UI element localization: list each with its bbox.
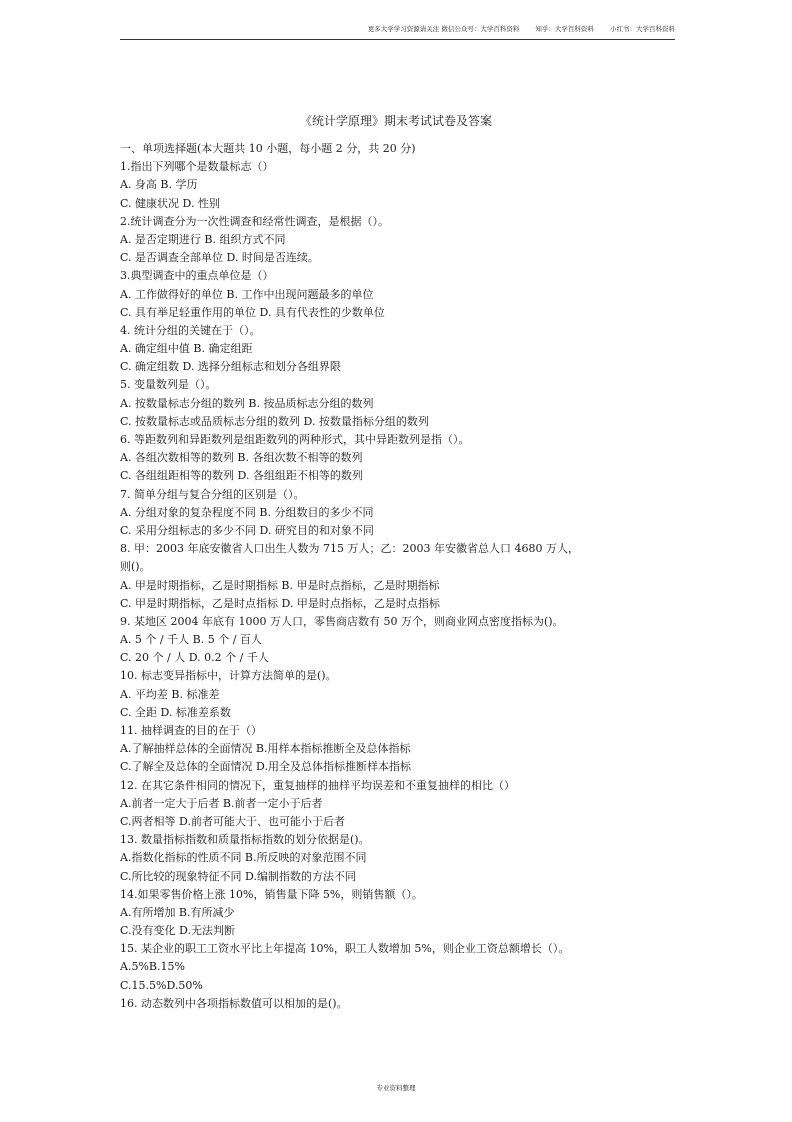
text-line: C.没有变化 D.无法判断 xyxy=(120,924,235,938)
text-line: C. 按数量标志或品质标志分组的数列 D. 按数量指标分组的数列 xyxy=(120,414,429,428)
text-line: A. 甲是时期指标，乙是时期指标 B. 甲是时点指标，乙是时期指标 xyxy=(120,578,440,592)
text-line: C. 采用分组标志的多少不同 D. 研究目的和对象不同 xyxy=(120,523,374,537)
text-line: 16. 动态数列中各项指标数值可以相加的是()。 xyxy=(120,996,348,1010)
text-line: 一、单项选择题(本大题共 10 小题，每小题 2 分，共 20 分) xyxy=(120,142,416,155)
text-line: C. 确定组数 D. 选择分组标志和划分各组界限 xyxy=(120,360,341,374)
text-line: A.有所增加 B.有所减少 xyxy=(120,905,235,919)
text-line: 2.统计调查分为一次性调查和经常性调查，是根据（）。 xyxy=(120,214,389,228)
text-line: 1.指出下列哪个是数量标志（） xyxy=(120,160,274,174)
text-line: 5. 变量数列是（）。 xyxy=(120,378,217,392)
text-line: A. 各组次数相等的数列 B. 各组次数不相等的数列 xyxy=(120,451,363,465)
document-title: 《统计学原理》期末考试试卷及答案 xyxy=(299,114,492,128)
text-line: A.指数化指标的性质不同 B.所反映的对象范围不同 xyxy=(120,851,367,865)
text-line: A. 分组对象的复杂程度不同 B. 分组数目的多少不同 xyxy=(120,505,374,519)
text-line: C.两者相等 D.前者可能大于、也可能小于后者 xyxy=(120,814,345,828)
text-line: C.了解全及总体的全面情况 D.用全及总体指标推断样本指标 xyxy=(120,760,411,774)
text-line: A.了解抽样总体的全面情况 B.用样本指标推断全及总体指标 xyxy=(120,742,411,756)
text-line: 12. 在其它条件相同的情况下，重复抽样的抽样平均误差和不重复抽样的相比（） xyxy=(120,778,515,792)
text-line: 8. 甲：2003 年底安徽省人口出生人数为 715 万人；乙：2003 年安徽省总人口 4680 万人， xyxy=(120,542,579,556)
text-line: C. 各组组距相等的数列 D. 各组组距不相等的数列 xyxy=(120,469,363,483)
text-line: A.5%B.15% xyxy=(120,960,185,974)
text-line: 13. 数量指标指数和质量指标指数的划分依据是()。 xyxy=(120,833,370,847)
text-line: A.前者一定大于后者 B.前者一定小于后者 xyxy=(120,796,323,810)
text-line: 6. 等距数列和异距数列是组距数列的两种形式，其中异距数列是指（）。 xyxy=(120,433,470,446)
text-line: C.15.5%D.50% xyxy=(120,978,203,992)
text-line: 3.典型调查中的重点单位是（） xyxy=(120,269,274,283)
text-line: A. 身高 B. 学历 xyxy=(120,178,198,192)
text-line: 4. 统计分组的关键在于（）。 xyxy=(120,323,261,337)
text-line: 15. 某企业的职工工资水平比上年提高 10%，职工人数增加 5%，则企业工资总额增长（）。 xyxy=(120,942,570,956)
header-zhihu-text: 知乎：大学百科资料 xyxy=(535,25,594,33)
text-line: 7. 简单分组与复合分组的区别是（）。 xyxy=(120,487,305,501)
text-line: C. 是否调查全部单位 D. 时间是否连续。 xyxy=(120,251,319,265)
header-xiaohongshu-text: 小红书：大学百科资料 xyxy=(610,25,675,33)
text-line: C. 具有举足轻重作用的单位 D. 具有代表性的少数单位 xyxy=(120,305,385,319)
text-line: 9. 某地区 2004 年底有 1000 万人口，零售商店数有 50 万个，则商业网点密度指标为()。 xyxy=(120,614,564,628)
text-line: C.所比较的现象特征不同 D.编制指数的方法不同 xyxy=(120,869,356,883)
text-line: A. 按数量标志分组的数列 B. 按品质标志分组的数列 xyxy=(120,396,374,410)
text-line: 11. 抽样调查的目的在于（） xyxy=(120,724,262,737)
header-wechat-text: 更多大学学习资源请关注 微信公众号：大学百科资料 xyxy=(367,25,520,33)
header-divider xyxy=(120,39,675,40)
text-line: A. 平均差 B. 标准差 xyxy=(120,687,220,701)
text-line: A. 是否定期进行 B. 组织方式不同 xyxy=(120,232,286,246)
page-footer: 专业资料整理 xyxy=(376,1084,416,1092)
text-line: 14.如果零售价格上涨 10%，销售量下降 5%，则销售额（）。 xyxy=(120,887,423,901)
text-line: 则()。 xyxy=(120,560,151,574)
text-line: C. 20 个 / 人 D. 0.2 个 / 千人 xyxy=(120,651,269,665)
text-line: C. 全距 D. 标准差系数 xyxy=(120,705,231,719)
text-line: C. 甲是时期指标，乙是时点指标 D. 甲是时点指标，乙是时点指标 xyxy=(120,596,440,610)
text-line: 10. 标志变异指标中，计算方法简单的是()。 xyxy=(120,669,337,683)
text-line: A. 工作做得好的单位 B. 工作中出现问题最多的单位 xyxy=(120,287,374,301)
text-line: A. 确定组中值 B. 确定组距 xyxy=(120,342,253,356)
text-line: C. 健康状况 D. 性别 xyxy=(120,196,220,210)
text-line: A. 5 个 / 千人 B. 5 个 / 百人 xyxy=(120,633,262,647)
page-header xyxy=(120,24,675,34)
exam-body xyxy=(120,140,680,1013)
